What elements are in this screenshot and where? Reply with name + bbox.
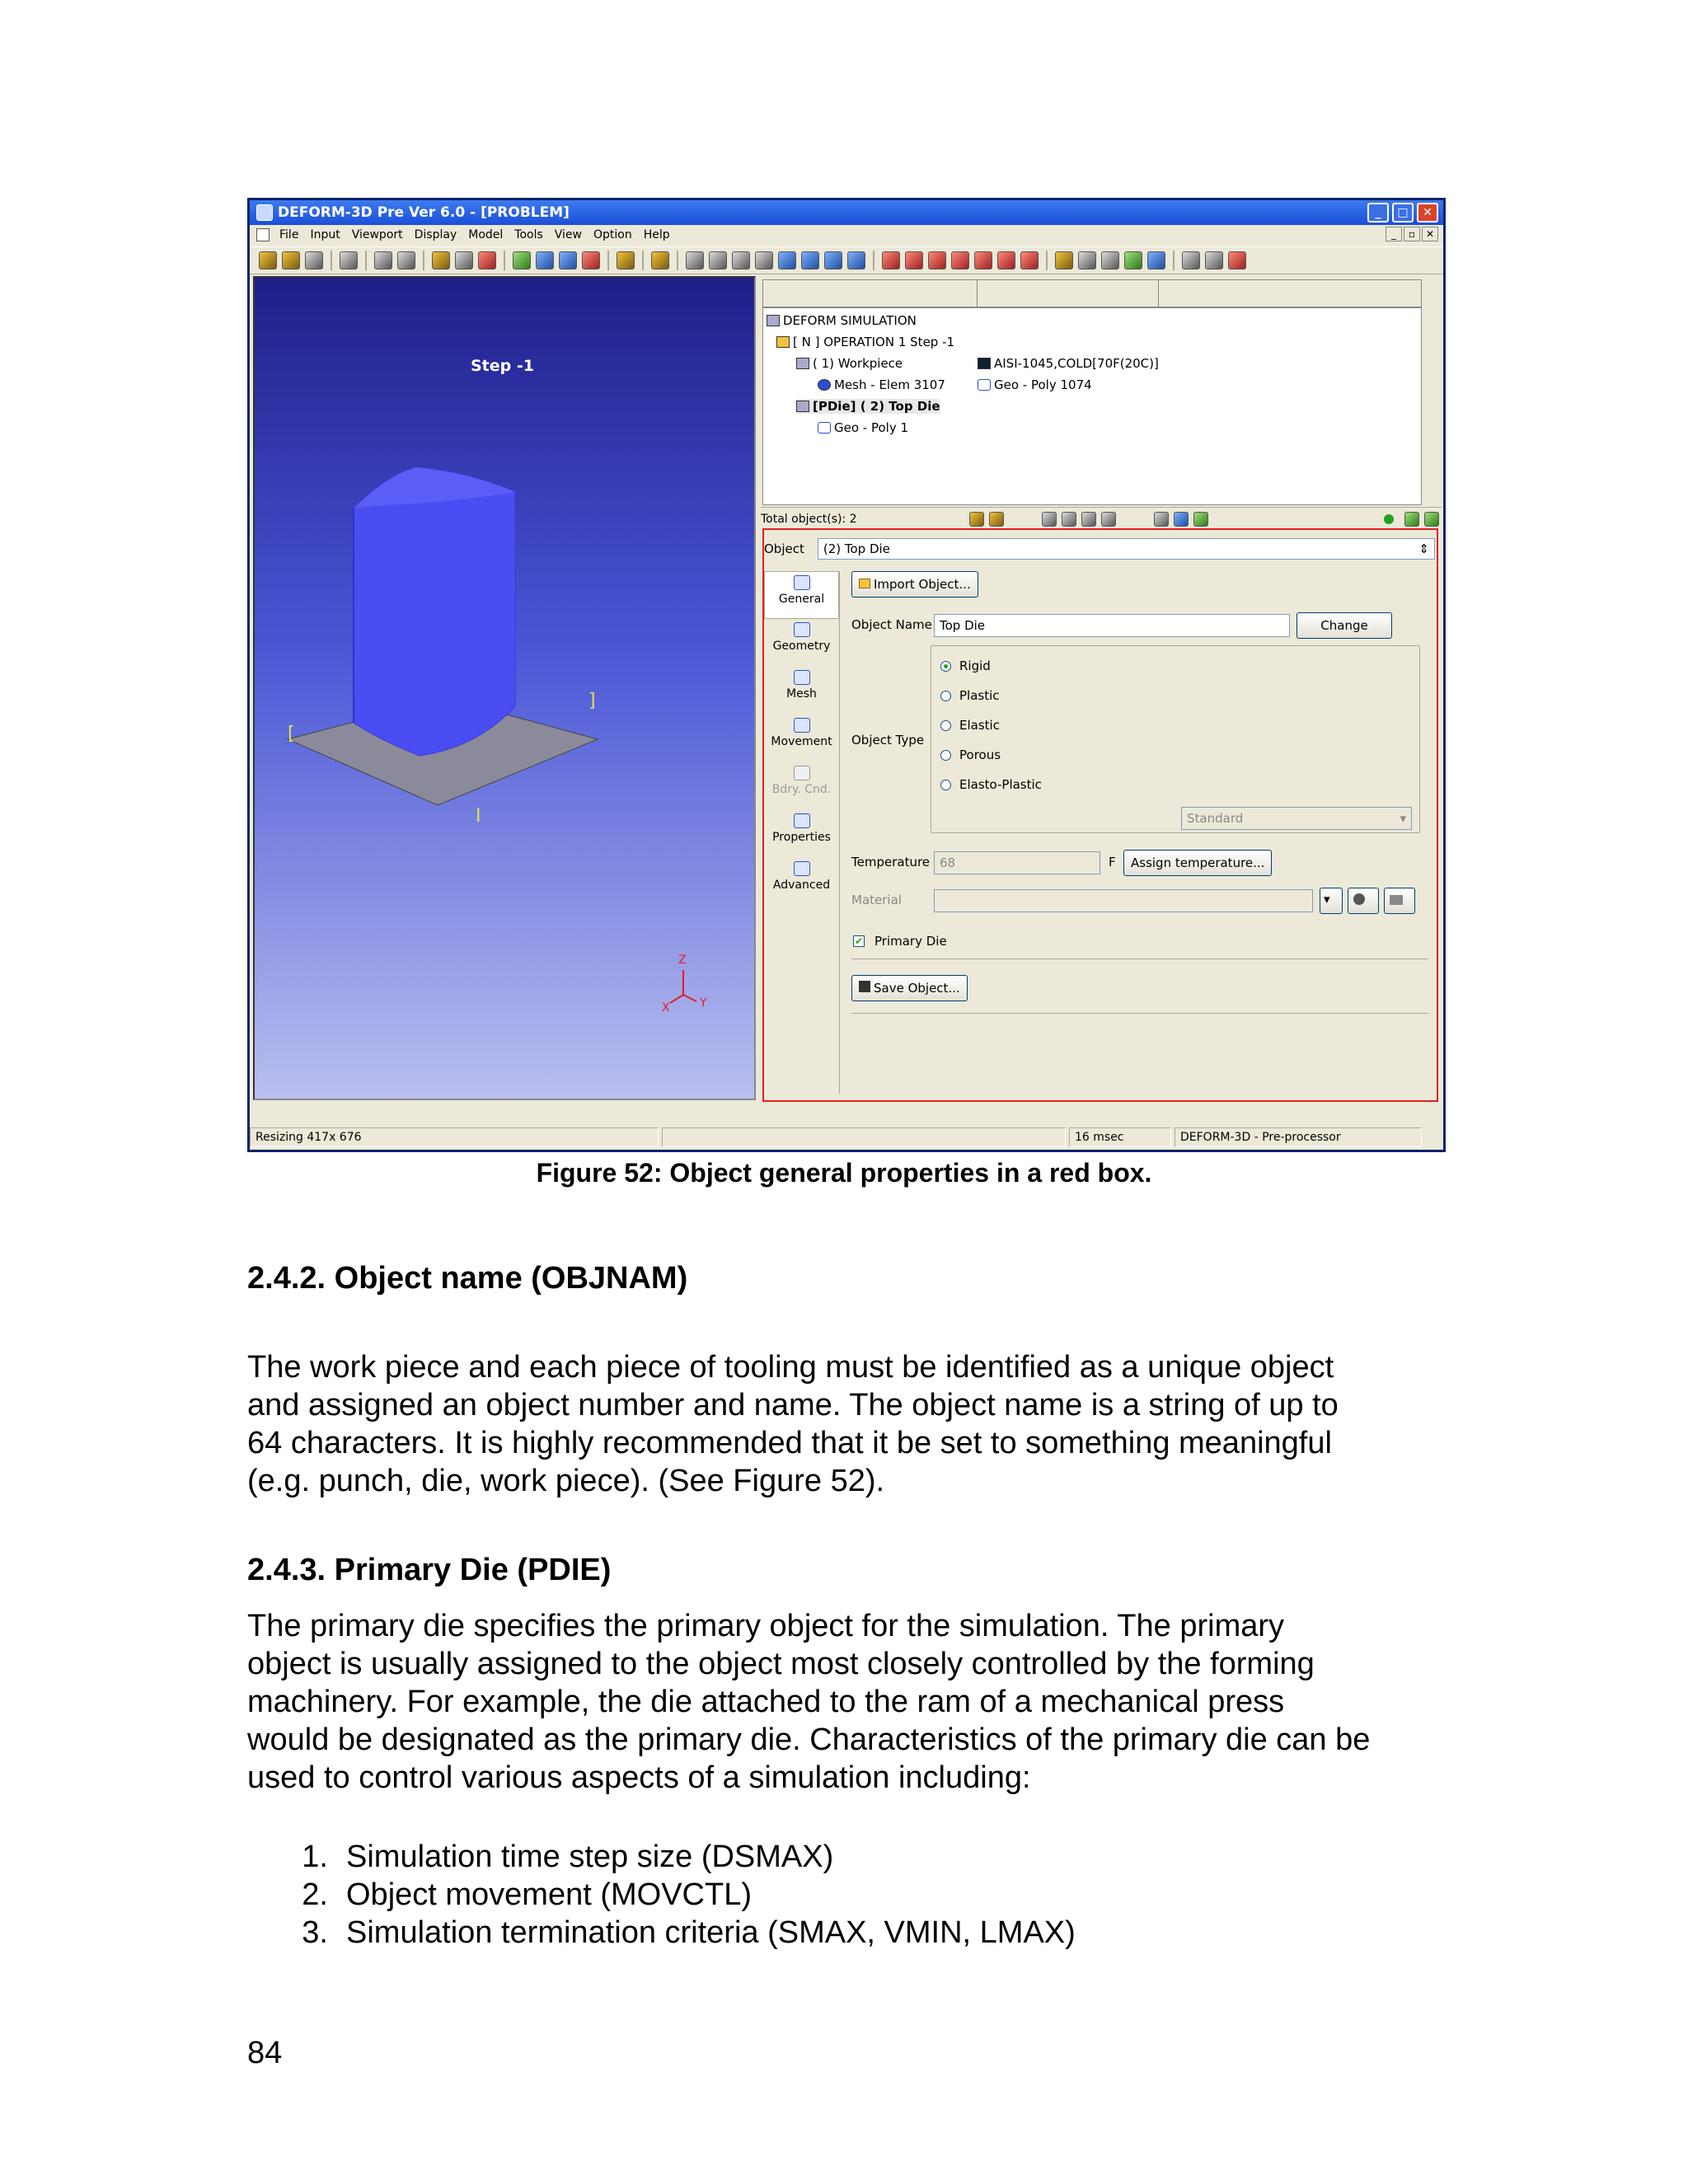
mesh-icon xyxy=(794,670,810,685)
zoom-icon[interactable] xyxy=(732,251,750,269)
spinner-icon[interactable]: ⇕ xyxy=(1418,541,1429,556)
deform-screenshot xyxy=(247,198,1446,1152)
view-icon-5[interactable] xyxy=(1154,512,1169,527)
mdi-controls xyxy=(1386,227,1438,241)
tree-status-bar xyxy=(761,507,1442,530)
folder-icon xyxy=(859,579,870,588)
axis-y-line xyxy=(683,995,696,1001)
user-icon[interactable] xyxy=(1404,512,1419,527)
section-heading-objnam: 2.4.2. Object name (OBJNAM) xyxy=(247,1261,688,1296)
document-icon xyxy=(256,228,270,241)
axis-y-label: Y xyxy=(700,996,707,1010)
axis-x-label: X xyxy=(662,1001,670,1015)
axis-x-line xyxy=(670,995,683,1003)
save-icon xyxy=(859,981,870,992)
material-label: Material xyxy=(851,893,902,907)
menu-help[interactable]: Help xyxy=(643,228,670,241)
step-label: Step -1 xyxy=(471,357,534,375)
material-dropdown-button[interactable] xyxy=(1320,888,1343,914)
ruler-icon[interactable] xyxy=(651,251,669,269)
list-item: 2. Object movement (MOVCTL) xyxy=(302,1877,752,1912)
movement-icon xyxy=(794,718,810,733)
maximize-button[interactable]: □ xyxy=(1392,203,1414,223)
paragraph-line: would be designated as the primary die. Characteristics of the primary die can be xyxy=(247,1722,1371,1757)
total-objects: Total object(s): 2 xyxy=(761,512,857,526)
menu-file[interactable]: File xyxy=(279,228,299,241)
object-icon-2[interactable] xyxy=(536,251,554,269)
minimize-button[interactable]: _ xyxy=(1367,203,1389,223)
open-icon[interactable] xyxy=(259,251,277,269)
add-object-icon[interactable] xyxy=(969,512,984,527)
axis-icon[interactable] xyxy=(882,251,900,269)
svg-text:]: ] xyxy=(588,691,596,711)
view-zx-icon[interactable] xyxy=(951,251,969,269)
radio-porous[interactable]: Porous xyxy=(940,748,1001,762)
object-tree[interactable] xyxy=(762,307,1422,505)
reset-icon[interactable] xyxy=(478,251,496,269)
view-yz-icon[interactable] xyxy=(928,251,946,269)
paragraph-line: machinery. For example, the die attached to the ram of a mechanical press xyxy=(247,1685,1285,1719)
status-time: 16 msec xyxy=(1069,1127,1171,1147)
object-name-label: Object Name xyxy=(851,617,932,632)
radio-plastic[interactable]: Plastic xyxy=(940,688,1000,703)
view-front-icon[interactable] xyxy=(997,251,1015,269)
menu-model[interactable]: Model xyxy=(468,228,504,241)
rotate-icon[interactable] xyxy=(778,251,796,269)
record-icon xyxy=(1353,893,1365,905)
material-library-button[interactable] xyxy=(1348,888,1379,914)
radio-indicator-icon xyxy=(940,750,951,761)
import-object-button[interactable]: Import Object... xyxy=(851,571,978,598)
view-icon-3[interactable] xyxy=(1081,512,1096,527)
mdi-close-button[interactable]: ✕ xyxy=(1422,227,1438,241)
die-icon xyxy=(796,401,809,412)
settings-icon[interactable] xyxy=(1055,251,1073,269)
title-bar xyxy=(250,200,1443,225)
page-number: 84 xyxy=(247,2036,283,2070)
object-icon-1[interactable] xyxy=(513,251,531,269)
menu-input[interactable]: Input xyxy=(310,228,340,241)
mesh-icon xyxy=(818,379,831,391)
fit-icon[interactable] xyxy=(455,251,473,269)
paragraph-line: used to control various aspects of a simulation including: xyxy=(247,1760,1031,1795)
toolbar xyxy=(250,246,1443,274)
figure-caption: Figure 52: Object general properties in a red box. xyxy=(536,1158,1152,1188)
rotate-y-icon[interactable] xyxy=(824,251,842,269)
color-icon[interactable] xyxy=(1078,251,1096,269)
paragraph-pdie xyxy=(247,1607,1451,1797)
temperature-unit: F xyxy=(1109,855,1116,869)
paragraph-line: 64 characters. It is highly recommended that it be set to something meaningful xyxy=(247,1426,1332,1460)
object-label: Object xyxy=(764,541,804,556)
status-empty xyxy=(662,1127,1066,1147)
database-icon[interactable] xyxy=(617,251,635,269)
paragraph-objnam xyxy=(247,1348,1451,1500)
advanced-icon xyxy=(794,861,810,876)
criteria-list xyxy=(247,1838,1076,1952)
boundary-condition-icon xyxy=(794,766,810,780)
nav-properties[interactable]: Properties xyxy=(764,810,839,858)
nav-advanced[interactable]: Advanced xyxy=(764,858,839,906)
mdi-minimize-button[interactable]: _ xyxy=(1386,227,1402,241)
3d-viewport[interactable] xyxy=(253,276,756,1100)
model-view xyxy=(255,278,754,1099)
radio-elastic[interactable]: Elastic xyxy=(940,718,1000,733)
db-icon[interactable] xyxy=(1147,251,1165,269)
radio-indicator-icon xyxy=(940,780,951,790)
material-icon xyxy=(978,358,991,369)
snapshot-icon[interactable] xyxy=(397,251,415,269)
nav-general[interactable]: General xyxy=(764,571,839,619)
svg-text:I: I xyxy=(476,806,481,827)
tree-mesh[interactable]: Mesh - Elem 3107 xyxy=(818,377,945,392)
simulation-icon xyxy=(767,315,780,326)
axis-z-label: Z xyxy=(678,954,687,967)
light-icon[interactable] xyxy=(1124,251,1142,269)
change-button[interactable]: Change xyxy=(1296,612,1392,639)
tree-workpiece[interactable]: ( 1) Workpiece xyxy=(796,356,903,371)
radio-elasto-plastic[interactable]: Elasto-Plastic xyxy=(940,777,1042,792)
menu-viewport[interactable]: Viewport xyxy=(351,228,403,241)
status-bar xyxy=(250,1125,1443,1150)
operation-icon xyxy=(776,336,790,348)
paragraph-line: object is usually assigned to the object most closely controlled by the forming xyxy=(247,1647,1315,1681)
save-object-button[interactable]: Save Object... xyxy=(851,975,968,1001)
object-icon-3[interactable] xyxy=(559,251,577,269)
window-title: DEFORM-3D Pre Ver 6.0 - [PROBLEM] xyxy=(278,204,570,221)
view-xy-icon[interactable] xyxy=(905,251,923,269)
paragraph-line: The work piece and each piece of tooling must be identified as a unique object xyxy=(247,1350,1334,1385)
menu-bar xyxy=(250,225,1443,245)
tree-root[interactable]: DEFORM SIMULATION xyxy=(767,313,917,328)
geometry-icon xyxy=(794,622,810,637)
view-icon-4[interactable] xyxy=(1101,512,1116,527)
menu-tools[interactable]: Tools xyxy=(514,228,543,241)
radio-indicator-icon xyxy=(940,691,951,701)
open-folder-icon[interactable] xyxy=(282,251,300,269)
object-icon-4[interactable] xyxy=(582,251,600,269)
app-icon xyxy=(256,204,273,221)
list-item: 1. Simulation time step size (DSMAX) xyxy=(302,1840,834,1874)
paragraph-line: (e.g. punch, die, work piece). (See Figure 52). xyxy=(247,1464,885,1498)
nav-boundary-condition[interactable]: Bdry. Cnd. xyxy=(764,762,839,810)
save-icon[interactable] xyxy=(305,251,323,269)
material-field[interactable] xyxy=(934,889,1313,912)
tree-operation[interactable]: [ N ] OPERATION 1 Step -1 xyxy=(776,335,954,349)
pan-icon[interactable] xyxy=(709,251,727,269)
menu-display[interactable]: Display xyxy=(414,228,457,241)
stop-icon[interactable] xyxy=(1205,251,1223,269)
radio-indicator-icon xyxy=(940,720,951,731)
nav-mesh[interactable]: Mesh xyxy=(764,667,839,715)
status-resize: Resizing 417x 676 xyxy=(250,1127,659,1147)
view-icon-7[interactable] xyxy=(1193,512,1208,527)
general-properties-form xyxy=(848,571,1435,1094)
geometry-icon xyxy=(978,379,991,391)
radio-rigid[interactable]: Rigid xyxy=(940,658,991,673)
checkbox-icon: ✔ xyxy=(854,935,864,947)
property-nav xyxy=(764,571,840,1094)
object-type-label: Object Type xyxy=(851,733,925,748)
tool-icon[interactable] xyxy=(432,251,450,269)
exit-icon[interactable] xyxy=(1228,251,1246,269)
object-selector-row xyxy=(764,537,1435,561)
object-type-group xyxy=(931,645,1420,833)
workpiece-icon xyxy=(796,358,809,369)
view-icon-6[interactable] xyxy=(1174,512,1189,527)
paragraph-line: The primary die specifies the primary object for the simulation. The primary xyxy=(247,1609,1285,1643)
close-button[interactable]: ✕ xyxy=(1417,203,1438,223)
print-icon[interactable] xyxy=(340,251,358,269)
temperature-field[interactable]: 68 xyxy=(934,851,1100,874)
folder-open-icon xyxy=(1390,895,1403,905)
object-name-field[interactable]: Top Die xyxy=(934,614,1290,637)
menu-view[interactable]: View xyxy=(554,228,583,241)
tree-top-die[interactable]: [PDie] ( 2) Top Die xyxy=(796,399,940,414)
zoom-box-icon[interactable] xyxy=(755,251,773,269)
help-icon[interactable] xyxy=(1182,251,1200,269)
pointer-icon[interactable] xyxy=(686,251,704,269)
section-heading-pdie: 2.4.3. Primary Die (PDIE) xyxy=(247,1553,612,1587)
temperature-label: Temperature xyxy=(851,855,931,869)
view-icon-2[interactable] xyxy=(1062,512,1076,527)
dropdown-icon: ▾ xyxy=(1400,811,1406,826)
rotate-z-icon[interactable] xyxy=(847,251,865,269)
geometry-icon xyxy=(818,422,831,434)
group-icon[interactable] xyxy=(1424,512,1439,527)
tree-top-die-geo[interactable]: Geo - Poly 1 xyxy=(818,420,908,435)
top-die-shape xyxy=(354,467,515,756)
delete-object-icon[interactable] xyxy=(989,512,1004,527)
dropdown-icon: ▾ xyxy=(1324,892,1330,907)
properties-icon xyxy=(794,813,810,828)
tree-header xyxy=(762,279,1422,307)
object-select[interactable]: (2) Top Die ⇕ xyxy=(818,538,1435,560)
standard-select[interactable]: Standard ▾ xyxy=(1181,807,1412,830)
view-back-icon[interactable] xyxy=(1020,251,1039,269)
nav-geometry[interactable]: Geometry xyxy=(764,619,839,667)
mdi-restore-button[interactable]: ▫ xyxy=(1404,227,1420,241)
nav-movement[interactable]: Movement xyxy=(764,715,839,762)
view-iso-icon[interactable] xyxy=(974,251,992,269)
status-mode: DEFORM-3D - Pre-processor xyxy=(1175,1127,1422,1147)
status-dot-icon xyxy=(1384,514,1394,524)
rotate-x-icon[interactable] xyxy=(801,251,819,269)
shade-icon[interactable] xyxy=(1101,251,1119,269)
radio-indicator-icon xyxy=(940,661,951,672)
svg-text:[: [ xyxy=(288,724,295,744)
list-item: 3. Simulation termination criteria (SMAX, VMIN, LMAX) xyxy=(302,1915,1076,1950)
paragraph-line: and assigned an object number and name. The object name is a string of up to xyxy=(247,1388,1339,1422)
tree-material[interactable]: AISI-1045,COLD[70F(20C)] xyxy=(978,356,1159,371)
view-icon-1[interactable] xyxy=(1042,512,1057,527)
camera-icon[interactable] xyxy=(374,251,392,269)
menu-option[interactable]: Option xyxy=(593,228,632,241)
assign-temperature-button[interactable]: Assign temperature... xyxy=(1123,850,1272,876)
material-load-button[interactable] xyxy=(1384,888,1415,914)
tree-workpiece-geo[interactable]: Geo - Poly 1074 xyxy=(978,377,1092,392)
general-icon xyxy=(794,575,810,590)
primary-die-checkbox[interactable]: ✔ Primary Die xyxy=(854,934,947,949)
